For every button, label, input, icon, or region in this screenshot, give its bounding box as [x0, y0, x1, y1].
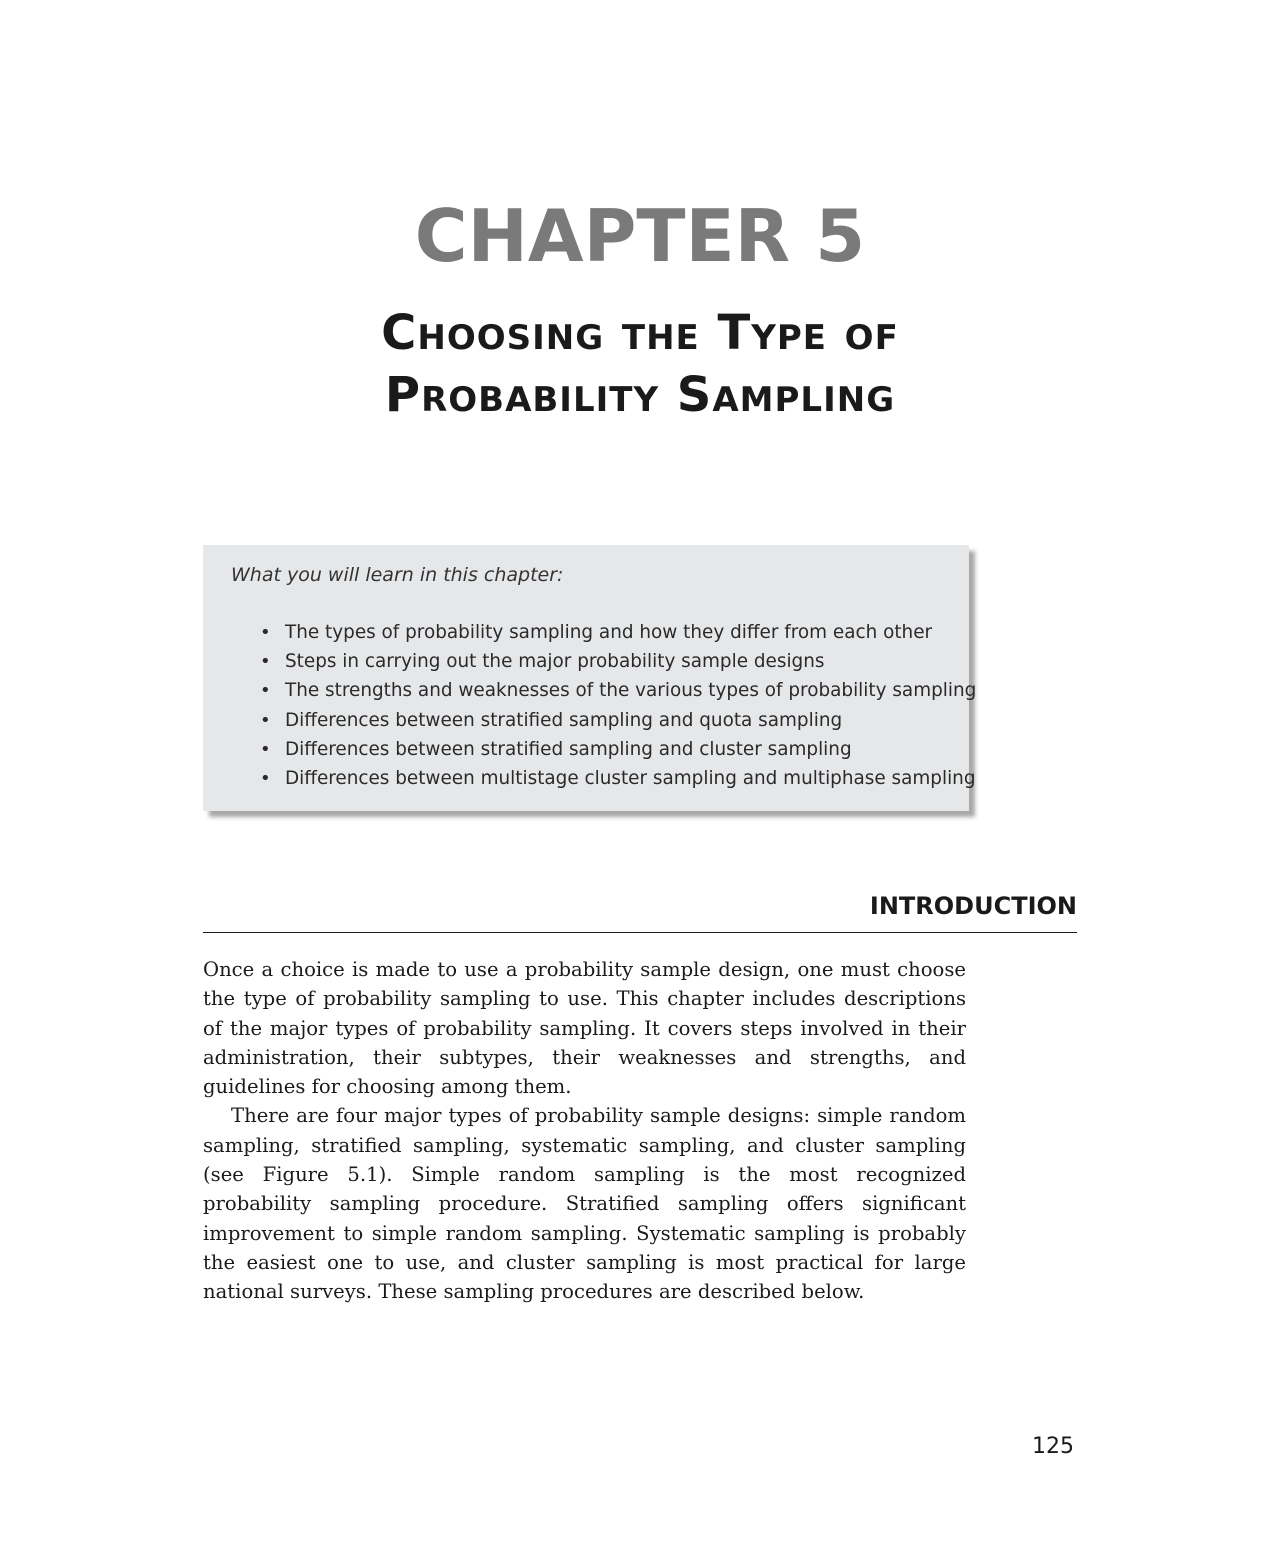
learning-objectives-box: [203, 545, 977, 811]
list-item: [231, 676, 977, 705]
list-item: [231, 647, 969, 676]
chapter-title-line-2: Probability Sampling: [384, 367, 896, 423]
list-item: [231, 735, 969, 764]
list-item-text: The strengths and weaknesses of the various types of probability sampling: [285, 680, 977, 702]
learning-objectives-list: [231, 618, 977, 793]
list-item-text: Steps in carrying out the major probability sample designs: [285, 651, 825, 673]
list-item-text: Differences between stratified sampling and cluster sampling: [285, 738, 852, 760]
bullet-icon: •: [260, 680, 271, 702]
list-item-text: The types of probability sampling and how they differ from each other: [285, 622, 933, 643]
chapter-label: CHAPTER 5: [414, 194, 866, 278]
paragraph-1: Once a choice is made to use a probability sample design, one must choose the type of probability sampling to use. This chapter includes descriptions of the major types of probability sampling. It covers steps involved in their administration, their subtypes, their weaknesses and strengths, and guidelines for choosing among them.: [203, 958, 966, 1099]
paragraph-2: There are four major types of probability sample designs: simple random sampling, stratified sampling, systematic sampling, and cluster sampling (see Figure 5.1). Simple random sampling is the most recognized probability sampling procedure. Stratified sampling offers significant improvement to simple random sampling. Systematic sampling is probably the easiest one to use, and cluster sampling is most practical for large national surveys. These sampling procedures are described below.: [203, 1104, 966, 1304]
bullet-icon: •: [260, 738, 271, 760]
list-item: [231, 764, 976, 793]
chapter-title: [0, 302, 1280, 426]
section-heading-introduction: INTRODUCTION: [869, 892, 1077, 920]
list-item: [231, 618, 969, 647]
learning-objectives-heading: What you will learn in this chapter:: [231, 564, 564, 586]
list-item-text: Differences between multistage cluster sampling and multiphase sampling: [285, 768, 976, 790]
section-divider: [203, 932, 1077, 933]
list-item-text: Differences between stratified sampling and quota sampling: [285, 709, 843, 731]
bullet-icon: •: [260, 651, 271, 673]
page-number: 125: [1032, 1434, 1074, 1459]
bullet-icon: •: [260, 768, 271, 790]
body-text: [203, 955, 966, 1307]
bullet-icon: •: [260, 622, 271, 643]
list-item: [231, 706, 969, 735]
chapter-title-line-1: Choosing the Type of: [381, 305, 899, 361]
bullet-icon: •: [260, 709, 271, 731]
